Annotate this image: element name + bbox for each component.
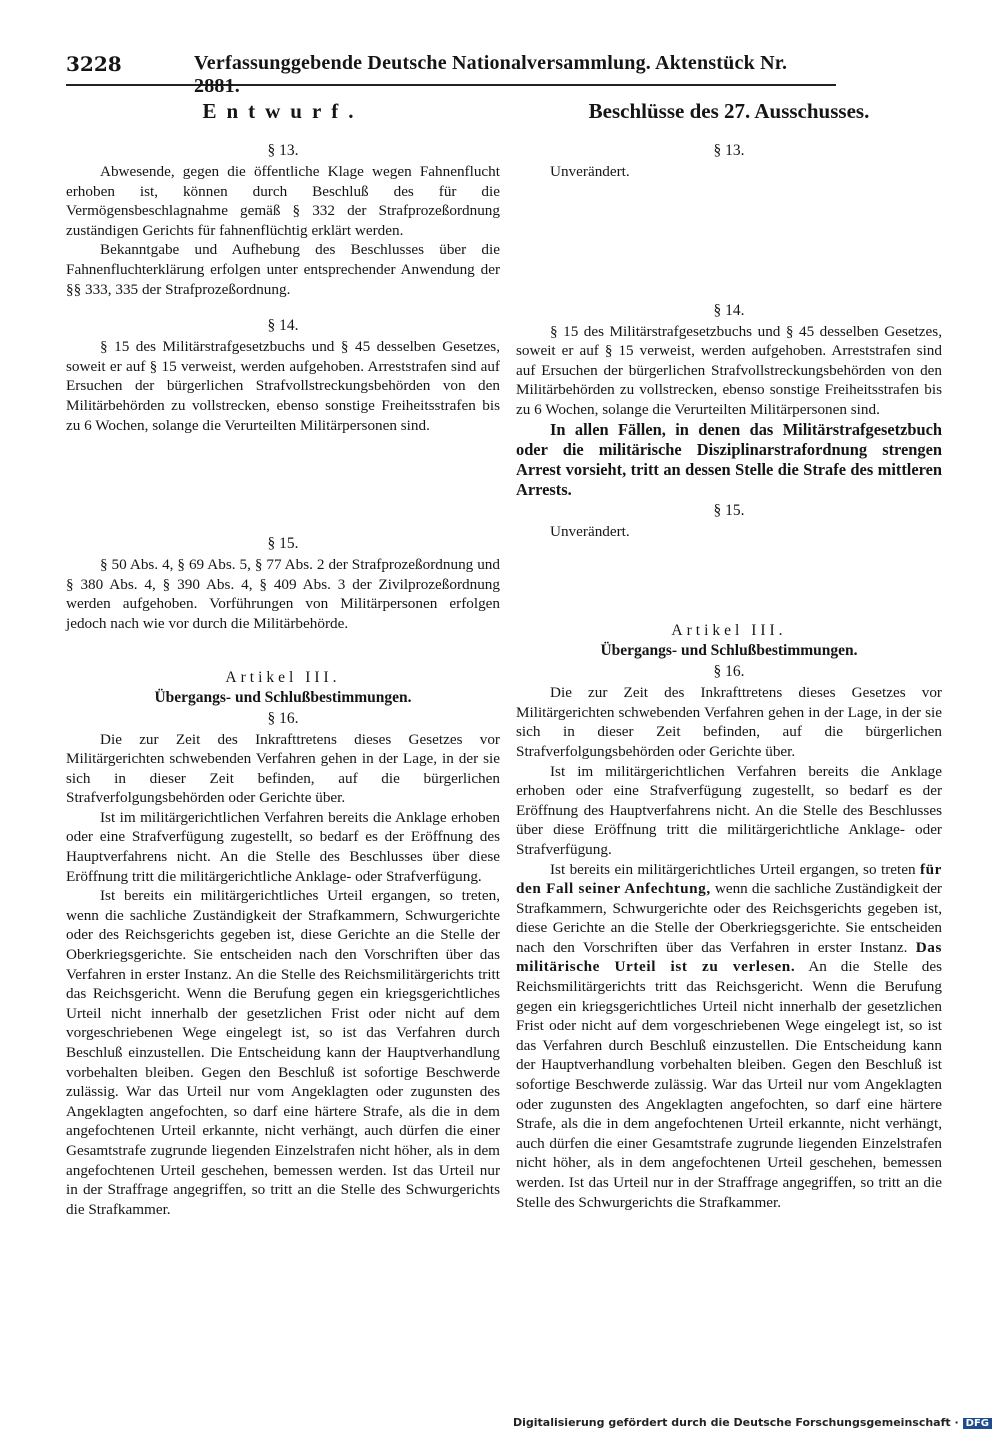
credit-text: Digitalisierung gefördert durch die Deutsche Forschungsgemeinschaft · <box>512 1416 959 1429</box>
spacer <box>516 541 942 621</box>
left-article-subheading: Übergangs- und Schlußbestimmungen. <box>154 688 412 706</box>
right-column-title: Beschlüsse des 27. Ausschusses. <box>588 99 870 123</box>
right-section-13-text: Unverändert. <box>550 163 630 180</box>
running-header <box>66 50 836 97</box>
spacer <box>66 299 500 315</box>
right-s16-p3-part-c: An die Stelle des Reichsmilitärgerichts tritt das Reichsgericht. Wenn die Berufung gegen ein kriegsgerichtliches Urteil nicht innerhalb der gesetzlichen Frist oder nicht auf dem vorgeschriebenen Wege eingelegt ist, so ist das Verfahren durch Beschluß einzustellen. Die Entscheidung kann der Hauptverhandlung vorbehalten bleiben. Gegen den Beschluß ist sofortige Beschwerde zulässig. War das Urteil nur vom Angeklagten oder zugunsten des Angeklagten angefochten, so darf eine härtere Strafe, als die in dem angefochtenen Urteil erkannte, nicht verhängt, auch dürfen die einer Gesamtstrafe zugrunde liegenden Einzelstrafen nicht höher, als in dem angefochtenen Urteil geschehen, bemessen werden. Ist das Urteil nur in der Straffrage angegriffen, so tritt an die Stelle des Schwurgerichts die Strafkammer. <box>516 958 942 1211</box>
left-section-13-paragraph-1: Abwesende, gegen die öffentliche Klage wegen Fahnenflucht erhoben ist, können durch Beschluß des für die Vermögensbeschlagnahme gemäß § 332 der Strafprozeßordnung zuständigen Gerichts für fahnenflüchtig erklärt werden. <box>66 163 500 239</box>
right-section-16-paragraph-3 <box>516 860 942 1213</box>
left-section-14-paragraph-1: § 15 des Militärstrafgesetzbuchs und § 45 desselben Gesetzes, soweit er auf § 15 verweist, werden aufgehoben. Arreststrafen sind auf Ersuchen der bürgerlichen Strafvollstreckungsbehörden von den Militärbehörden zu vollstrecken, ebenso sonstige Freiheitsstrafen bis zu 6 Wochen, solange die Verurteilten Militärpersonen sind. <box>66 338 500 434</box>
left-section-16-paragraph-2: Ist im militärgerichtlichen Verfahren bereits die Anklage erhoben oder eine Strafverfügung zugestellt, so bedarf es der Eröffnung des Hauptverfahrens nicht. An die Stelle des Beschlusses über diese Eröffnung tritt die militärgerichtliche Anklage- oder Strafverfügung. <box>66 808 500 885</box>
spacer <box>66 435 500 533</box>
left-column-title: Entwurf. <box>202 99 364 123</box>
right-section-16-heading: § 16. <box>713 663 745 681</box>
right-section-13-heading: § 13. <box>713 142 745 159</box>
right-section-14-heading: § 14. <box>713 301 745 319</box>
right-section-15-text: Unverändert. <box>550 522 630 540</box>
left-section-16-paragraph-1: Die zur Zeit des Inkrafttretens dieses Gesetzes vor Militärgerichten schwebenden Verfahren gehen in der Lage, in der sie sich in dieser Zeit befinden, auf die bürgerlichen Strafverfolgungsbehörden oder Gerichte über. <box>66 730 500 807</box>
page-number: 3228 <box>66 52 122 76</box>
right-s16-p3-amendment-1: für den Fall seiner Anfechtung, <box>516 860 942 898</box>
right-section-16-paragraph-1: Die zur Zeit des Inkrafttretens dieses Gesetzes vor Militärgerichten schwebenden Verfahren gehen in der Lage, in der sie sich in dieser Zeit befinden, auf die bürgerlichen Strafverfolgungsbehörden oder Gerichte über. <box>516 684 942 760</box>
right-s16-p3-part-a: Ist bereits ein militärgerichtliches Urteil ergangen, so treten <box>550 860 916 878</box>
right-section-16-paragraph-2: Ist im militärgerichtlichen Verfahren bereits die Anklage erhoben oder eine Strafverfügung zugestellt, so bedarf es der Eröffnung des Hauptverfahrens nicht. An die Stelle des Beschlusses über diese Eröffnung tritt die militärgerichtliche Anklage- oder Strafverfügung. <box>516 762 942 858</box>
left-section-16-heading: § 16. <box>267 709 299 727</box>
right-section-14-paragraph-1: § 15 des Militärstrafgesetzbuchs und § 45 desselben Gesetzes, soweit er auf § 15 verweist, werden aufgehoben. Arreststrafen sind auf Ersuchen der bürgerlichen Strafvollstreckungsbehörden von den Militärbehörden zu vollstrecken, ebenso sonstige Freiheitsstrafen bis zu 6 Wochen, solange die Verurteilten Militärpersonen sind. <box>516 322 942 418</box>
right-s16-p3-part-b: wenn die sachliche Zuständigkeit der Strafkammern, Schwurgerichte oder des Reichsgerichts gegeben ist, diese Gerichte an die Stelle der Oberkriegsgerichte. Sie entscheiden nach den Vorschriften über das Verfahren in erster Instanz. <box>516 880 942 956</box>
right-article-heading: Artikel III. <box>671 622 787 640</box>
right-section-14-amendment: In allen Fällen, in denen das Militärstrafgesetzbuch oder die militärische Disziplinarstrafordnung strengen Arrest vorsieht, tritt an dessen Stelle die Strafe des mittleren Arrests. <box>516 419 942 499</box>
left-section-13-paragraph-2: Bekanntgabe und Aufhebung des Beschlusses über die Fahnenfluchterklärung erfolgen unter entsprechender Anwendung der §§ 333, 335 der Strafprozeßordnung. <box>66 241 500 298</box>
right-article-subheading: Übergangs- und Schlußbestimmungen. <box>600 642 858 660</box>
left-section-13-heading: § 13. <box>267 142 299 159</box>
left-section-15-heading: § 15. <box>267 535 299 553</box>
left-section-16-paragraph-3: Ist bereits ein militärgerichtliches Urteil ergangen, so treten, wenn die sachliche Zuständigkeit der Strafkammern, Schwurgerichte oder des Reichsgerichts gegeben ist, diese Gerichte an die Stelle der Oberkriegsgerichte. Sie entscheiden nach den Vorschriften über das Verfahren in erster Instanz. An die Stelle des Reichsmilitärgerichts tritt das Reichsgericht. Wenn die Berufung gegen ein kriegsgerichtliches Urteil nicht innerhalb der gesetzlichen Frist oder nicht auf dem vorgeschriebenen Wege eingelegt ist, so ist das Verfahren durch Beschluß einzustellen. Die Entscheidung kann der Hauptverhandlung vorbehalten bleiben. Gegen den Beschluß ist sofortige Beschwerde zulässig. War das Urteil nur vom Angeklagten oder zugunsten des Angeklagten angefochten, so darf eine härtere Strafe, als die in dem angefochtenen Urteil erkannte, nicht verhängt, auch dürfen die einer Gesamtstrafe zugrunde liegenden Einzelstrafen nicht höher, als in dem angefochtenen Urteil geschehen, bemessen werden. Ist das Urteil nur in der Straffrage angegriffen, so tritt an die Stelle des Schwurgerichts die Strafkammer. <box>66 887 500 1218</box>
right-s16-p3-amendment-2: Das militärische Urteil ist zu verlesen. <box>516 938 943 976</box>
right-section-15-heading: § 15. <box>713 501 745 519</box>
right-column-committee <box>516 96 942 1212</box>
left-article-heading: Artikel III. <box>225 668 341 686</box>
left-column-draft <box>66 96 500 1219</box>
running-title: Verfassunggebende Deutsche Nationalversammlung. Aktenstück Nr. 2881. <box>194 52 788 97</box>
left-section-15-paragraph-1: § 50 Abs. 4, § 69 Abs. 5, § 77 Abs. 2 der Strafprozeßordnung und § 380 Abs. 4, § 390 Abs. 4, § 409 Abs. 3 der Zivilprozeßordnung werden aufgehoben. Vorführungen von Militärpersonen erfolgen jedoch nach wie vor durch die Militärbehörde. <box>66 556 500 632</box>
spacer <box>66 634 500 668</box>
spacer <box>516 182 942 300</box>
dfg-logo: DFG <box>963 1418 992 1429</box>
digitization-credit <box>513 1416 992 1429</box>
left-section-14-heading: § 14. <box>267 317 299 335</box>
